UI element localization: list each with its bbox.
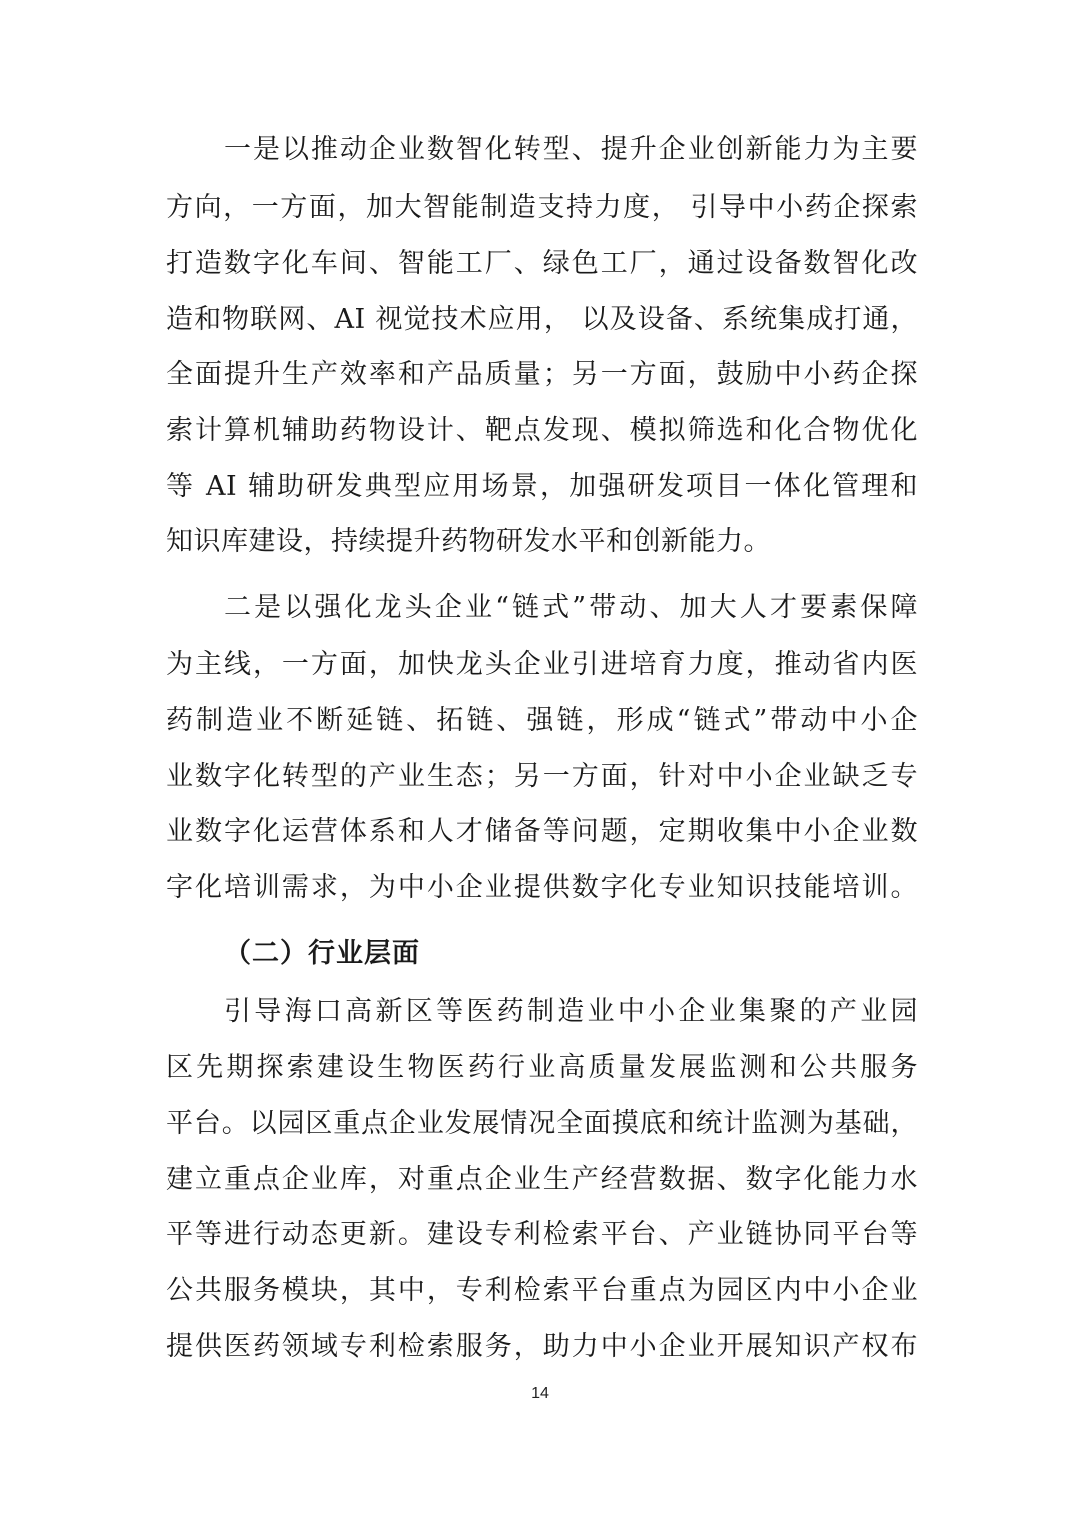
paragraph-line: 平等进行动态更新。建设专利检索平台、产业链协同平台等 [166,1219,918,1250]
paragraph-line: 造和物联网、AI 视觉技术应用， 以及设备、系统集成打通， [166,304,918,335]
paragraph-line: 药制造业不断延链、拓链、强链，形成“链式”带动中小企 [166,705,918,736]
paragraph-line: 公共服务模块，其中，专利检索平台重点为园区内中小企业 [166,1275,918,1306]
paragraph-line: 平台。以园区重点企业发展情况全面摸底和统计监测为基础， [166,1108,918,1139]
paragraph-line: 区先期探索建设生物医药行业高质量发展监测和公共服务 [166,1052,918,1083]
paragraph-line: 方向，一方面，加大智能制造支持力度， 引导中小药企探索 [166,192,918,223]
page-number: 14 [531,1385,549,1402]
paragraph-line: 业数字化转型的产业生态；另一方面，针对中小企业缺乏专 [166,761,918,792]
paragraph-line: 提供医药领域专利检索服务，助力中小企业开展知识产权布 [166,1331,918,1362]
paragraph-line: 知识库建设，持续提升药物研发水平和创新能力。 [166,526,771,557]
paragraph-line: 打造数字化车间、智能工厂、绿色工厂，通过设备数智化改 [166,248,918,279]
paragraph-line: 全面提升生产效率和产品质量；另一方面，鼓励中小药企探 [166,359,918,390]
paragraph-line: 建立重点企业库，对重点企业生产经营数据、数字化能力水 [166,1164,918,1195]
paragraph-line: 一是以推动企业数智化转型、提升企业创新能力为主要 [224,134,918,165]
paragraph-line: 引导海口高新区等医药制造业中小企业集聚的产业园 [224,996,918,1027]
paragraph-line: 为主线，一方面，加快龙头企业引进培育力度，推动省内医 [166,649,918,680]
paragraph-line: 字化培训需求，为中小企业提供数字化专业知识技能培训。 [166,872,918,903]
section-heading: （二）行业层面 [224,938,420,969]
paragraph-line: 二是以强化龙头企业“链式”带动、加大人才要素保障 [224,592,918,623]
paragraph-line: 索计算机辅助药物设计、靶点发现、模拟筛选和化合物优化 [166,415,918,446]
paragraph-line: 业数字化运营体系和人才储备等问题，定期收集中小企业数 [166,816,918,847]
paragraph-line: 等 AI 辅助研发典型应用场景，加强研发项目一体化管理和 [166,471,918,502]
